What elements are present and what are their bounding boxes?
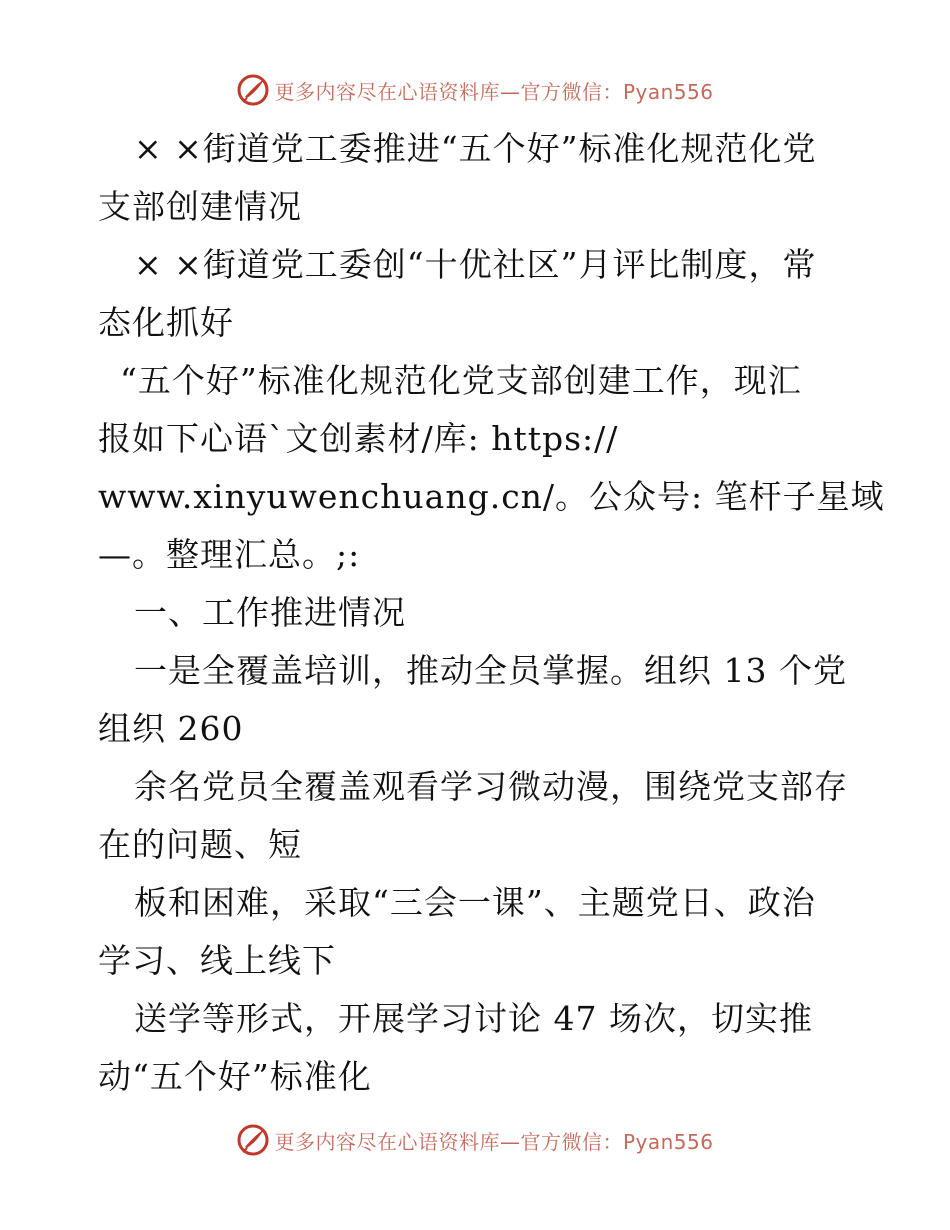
text-line: 板和困难，采取“三会一课”、主题党日、政治 [134,883,816,922]
text-line: 在的问题、短 [98,825,302,864]
document-body [98,120,885,1106]
footer-watermark-banner [0,1120,950,1160]
feather-seal-icon [236,73,270,107]
text-line: × ×街道党工委推进“五个好”标准化规范化党 [134,129,817,168]
text-line: www.xinyuwenchuang.cn/。公众号: 笔杆子星域 [98,477,885,516]
text-line: 支部创建情况 [98,187,302,226]
text-line: 送学等形式，开展学习讨论 47 场次，切实推 [134,999,813,1038]
text-line: 一是全覆盖培训，推动全员掌握。组织 13 个党 [134,651,847,690]
text-line: × ×街道党工委创“十优社区”月评比制度，常 [134,245,817,284]
text-line: 动“五个好”标准化 [98,1057,372,1096]
text-line: —。整理汇总。;: [98,535,361,574]
text-line: 组织 260 [98,709,244,748]
section-heading: 一、工作推进情况 [134,593,406,632]
text-line: 余名党员全覆盖观看学习微动漫，围绕党支部存 [134,767,848,806]
watermark-text: 更多内容尽在心语资料库—官方微信：Pyan556 [274,79,714,104]
watermark-text: 更多内容尽在心语资料库—官方微信：Pyan556 [274,1129,714,1154]
text-line: 学习、线上线下 [98,941,336,980]
text-line: 报如下心语`文创素材/库: https:// [98,419,619,458]
text-line: 态化抓好 [98,303,234,342]
header-watermark-banner [0,70,950,110]
feather-seal-icon [236,1123,270,1157]
text-line: “五个好”标准化规范化党支部创建工作，现汇 [120,361,802,400]
